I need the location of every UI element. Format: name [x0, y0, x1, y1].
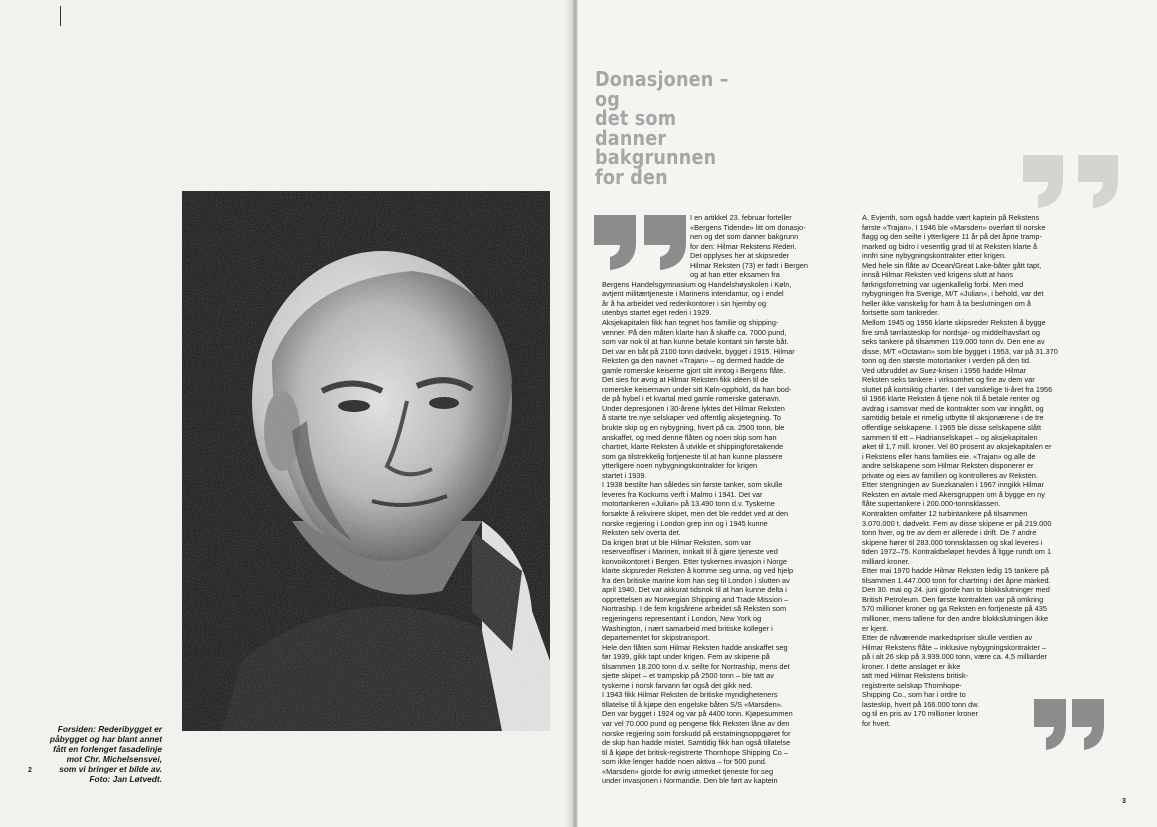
article-line: de på hybel i et kvartal med gamle romerske gatenavn.: [602, 394, 781, 404]
article-line: lasteskip, hvert på 166.000 tonn dw.: [862, 699, 980, 709]
headline-line: bakgrunnen: [595, 145, 717, 170]
article-line: tyskerne i norsk farvann før også det gikk ned.: [602, 680, 753, 690]
article-line: anskaffet, og med denne flåten og noen skip som han: [602, 432, 777, 442]
caption-line: som vi bringer et bilde av.: [59, 764, 162, 774]
article-line: sjette skipet – et trampskip på 2500 tonn – ble tatt av: [602, 671, 774, 681]
article-line: til 1966 klarte Reksten å tjene nok til å betale renter og: [862, 394, 1040, 404]
article-line: «Marsden» gjorde for øvrig utmerket tjeneste for seg: [602, 766, 774, 776]
crop-mark: [60, 6, 61, 26]
page-number-right: 3: [1122, 798, 1126, 805]
article-line: samtidig betale et rimelig utbytte til aksjonærene i de tre: [862, 413, 1044, 423]
article-line: Hilmar Reksten (73) er født i Bergen: [690, 260, 808, 270]
article-line: utenbys startet eget rederi i 1929.: [602, 308, 712, 318]
article-line: chartret, klarte Reksten å utvikle et shippingforetakende: [602, 442, 784, 452]
article-line: British Petroleum. Den første kontrakten var på omkring: [862, 594, 1044, 604]
caption-line: Foto: Jan Løtvedt.: [89, 774, 162, 784]
headline-line: Donasjonen –: [595, 67, 729, 91]
article-line: nen og det som danner bakgrunn: [690, 232, 799, 242]
article-line: heller ikke vanskelig for ham å ta beslutningen om å: [862, 298, 1031, 308]
article-line: Under depresjonen i 30-årene lyktes det Hilmar Reksten: [602, 403, 785, 413]
article-line: Reksten ga den navnet «Trajan» – og dermed hadde de: [602, 356, 785, 366]
article-headline: [595, 67, 855, 189]
article-line: leveres fra Kockums verft i Malmo i 1941. Det var: [602, 489, 763, 499]
headline-line: for den: [595, 164, 668, 189]
article-line: Etter stengningen av Suezkanalen i 1967 inngikk Hilmar: [862, 480, 1045, 490]
article-line: for hvert.: [862, 718, 891, 728]
article-line: flagg og den seilte i ytterligere 11 år på det åpne tramp-: [862, 232, 1042, 242]
headline-line: danner: [595, 125, 667, 150]
article-line: er kjent.: [862, 623, 889, 633]
article-line: millioner, mens tallene for den andre blokkslutningen ikke: [862, 613, 1049, 623]
article-line: fra den britiske marine kom han seg til London i slutten av: [602, 575, 790, 585]
article-line: Etter mai 1970 hadde Hilmar Reksten ledig 15 tankere på: [862, 566, 1049, 576]
article-line: brukte skip og en nybygning, hvert på ca. 2500 tonn, ble: [602, 423, 785, 433]
article-line: avdrag i samsvar med de kontrakter som var inngått, og: [862, 403, 1044, 413]
article-line: tiden 1972–75. Kontraktbeløpet hevdes å ligge rundt om 1: [862, 547, 1052, 557]
article-line: registrerte selskap Thornhope-: [862, 680, 962, 690]
article-line: skipene hører til 283.000 tonnsklassen og skal leveres i: [862, 537, 1043, 547]
article-line: gamle romerske keiserne gjort sitt inntog i Bergens flåte.: [602, 365, 786, 375]
article-line: innså Hilmar Reksten ved krigens slutt at hans: [862, 270, 1014, 280]
article-line: Mellom 1945 og 1956 klarte skipsreder Reksten å bygge: [862, 318, 1046, 328]
article-line: å starte tre nye selskaper ved offentlig aksjetegning. To: [602, 413, 781, 423]
article-line: tilsammen 1.447.000 tonn for chartring i det åpne marked.: [862, 575, 1051, 585]
article-line: nybygningen fra Sverige, M/T «Julian», i behold, var det: [862, 289, 1044, 299]
article-line: venner. På den måten klarte han å skaffe ca. 7000 pund,: [602, 327, 787, 337]
article-column-2: [862, 213, 1132, 729]
article-line: Ved utbruddet av Suez-krisen i 1956 hadde Hilmar: [862, 365, 1027, 375]
caption-line: påbygget og har blant annet: [49, 734, 162, 744]
article-line: opprettelsen av Norwegian Shipping and Trade Mission –: [602, 594, 789, 604]
article-line: andre selskapene som Hilmar Reksten disponerer er: [862, 461, 1034, 471]
article-line: private og eies av familien og kontrolleres av Reksten.: [862, 470, 1038, 480]
article-line: norske regjering som forskudd på erstatningsoppgjøret for: [602, 728, 791, 738]
article-line: Bergens Handelsgymnasium og Handelshøyskolen i Køln,: [602, 279, 792, 289]
article-line: fire små tørrlasteskip for nordsjø- og middelhavsfart og: [862, 327, 1040, 337]
article-line: tonn og den største motortanker i verden på den tid.: [862, 356, 1032, 366]
article-line: flåte supertankere i 200.000-tonnsklassen.: [862, 499, 1001, 509]
article-line: Hilmar Rekstens flåte – inklusive nybygningskontrakter –: [862, 642, 1047, 652]
article-line: startet i 1939.: [602, 470, 647, 480]
article-line: disse, M/T «Octavian» som ble bygget i 1953, var på 31.370: [862, 346, 1058, 356]
left-page: [0, 0, 574, 827]
article-line: sammen til ett – Hadrianselskapet – og aksjekapitalen: [862, 432, 1038, 442]
article-line: motortankeren «Julian» på 13.490 tonn d.v. Tyskerne: [602, 499, 775, 509]
article-line: A. Evjenth, som også hadde vært kaptein på Rekstens: [862, 213, 1040, 222]
article-line: departementet for skipstransport.: [602, 633, 710, 643]
article-line: «Bergens Tidende» litt om donasjo-: [690, 222, 806, 232]
article-line: øket til 1,7 mill. kroner. Vel 80 prosent av aksjekapitalen er: [862, 442, 1052, 452]
article-column-1: [602, 213, 864, 786]
article-line: tilsammen 18.200 tonn d.v. seilte for Nortraship, mens det: [602, 661, 790, 671]
caption-line: mot Chr. Michelsensvei,: [66, 754, 162, 764]
article-line: Reksten selv overta det.: [602, 528, 681, 538]
article-line: Den 30. mai og 24. juni gjorde han to blokkslutninger med: [862, 585, 1050, 595]
article-line: og til en pris av 170 millioner kroner: [862, 709, 978, 719]
article-line: var vel 70.000 pund og pengene fikk Reksten låne av den: [602, 718, 790, 728]
portrait-photo: [182, 191, 550, 731]
article-line: Aksjekapitalen fikk han tegnet hos familie og shipping-: [602, 318, 779, 328]
article-line: sluttet på kortsiktig charter. I det vanskelige ti-året fra 1956: [862, 384, 1053, 394]
article-line: Reksten seks tankere i virksomhet og fire av dem var: [862, 375, 1035, 385]
article-line: Kontrakten omfatter 12 turbintankere på tilsammen: [862, 508, 1028, 518]
article-line: konvoikontoret i Bergen. Etter tyskernes invasjon i Norge: [602, 556, 787, 566]
article-line: Nortraship. I de fem krigsårene arbeidet så Reksten som: [602, 604, 787, 614]
article-line: Reksten en avtale med Akersgruppen om å bygge en ny: [862, 489, 1045, 499]
article-line: Hele den flåten som Hilmar Reksten hadde anskaffet seg: [602, 642, 788, 652]
photo-caption: [32, 724, 162, 784]
article-line: Den var bygget i 1924 og var på 4400 tonn. Kjøpesummen: [602, 709, 793, 719]
article-line: som ga tilstrekkelig fortjeneste til at han kunne plassere: [602, 451, 783, 461]
headline-line: og: [595, 86, 621, 111]
article-line: Washington, i nært samarbeid med britiske kolleger i: [602, 623, 773, 633]
article-line: milliard kroner.: [862, 556, 910, 566]
article-line: innfri sine nybygningskontrakter etter krigen.: [862, 251, 1007, 261]
article-line: klarte skipsreder Reksten å komme seg unna, og ved hjelp: [602, 566, 794, 576]
article-line: til å kjøpe det britisk-registrerte Thornhope Shipping Co –: [602, 747, 788, 757]
article-line: år å ha arbeidet ved rederikontorer i sin hjemby og: [602, 298, 767, 308]
article-line: offentlige selskapene. I 1965 ble disse selskapene slått: [862, 423, 1042, 433]
article-line: de skip han hadde mistet. Samtidig fikk han også tillatelse: [602, 738, 791, 748]
article-line: og at han etter eksamen fra: [690, 270, 780, 280]
article-line: Med hele sin flåte av Ocean/Great Lake-båter gått tapt,: [862, 260, 1042, 270]
quote-mark-faint-icon: [1018, 150, 1128, 210]
article-line: tatt med Hilmar Rekstens britisk-: [862, 671, 969, 681]
article-line: regjeringens representant i London, New York og: [602, 613, 762, 623]
caption-line: Forsiden: Rederibygget er: [57, 724, 162, 734]
article-line: I en artikkel 23. februar forteller: [690, 213, 792, 222]
article-line: april 1940. Det var akkurat tidsnok til at han kunne delta i: [602, 585, 787, 595]
caption-line: fått en forlenget fasadelinje: [53, 744, 162, 754]
article-line: Det opplyses her at skipsreder: [690, 251, 790, 261]
article-line: Det var en båt på 2100 tonn dødvekt, bygget i 1915. Hilmar: [602, 346, 795, 356]
article-line: førkrigsforretning var ugjenkallelig forbi. Men med: [862, 279, 1024, 289]
article-line: Da krigen brøt ut ble Hilmar Reksten, som var: [602, 537, 751, 547]
article-line: 3.070.000 t. dødvekt. Fem av disse skipene er på 219.000: [862, 518, 1052, 528]
article-line: tonn hver, og tre av dem er allerede i drift. De 7 andre: [862, 528, 1037, 538]
article-line: Etter de nåværende markedspriser skulle verdien av: [862, 633, 1033, 643]
article-line: under invasjonen i Normandie. Den ble ført av kaptein: [602, 776, 778, 786]
article-line: ytterligere noen nybygningskontrakter for krigen: [602, 461, 758, 471]
article-line: tillatelse til å kjøpe den engelske båten S/S «Marsden».: [602, 699, 783, 709]
article-line: norske regjering i London grep inn og i 1945 kunne: [602, 518, 768, 528]
article-line: I 1938 bestilte han således sin første tanker, som skulle: [602, 480, 783, 490]
article-line: forsøkte å rekvirere skipet, men det ble reddet ved at den: [602, 508, 789, 518]
article-line: Shipping Co., som har i ordre to: [862, 690, 966, 700]
article-line: første «Trajan». I 1946 ble «Marsden» overført til norske: [862, 222, 1046, 232]
article-line: Det sies for øvrig at Hilmar Reksten fikk idéen til de: [602, 375, 769, 385]
article-line: for den: Hilmar Rekstens Rederi.: [690, 241, 797, 251]
page-number-left: 2: [28, 767, 32, 774]
article-line: kroner. I dette anslaget er ikke: [862, 661, 961, 671]
headline-line: det som: [595, 106, 677, 131]
article-line: 570 millioner kroner og ga Reksten en fortjeneste på 435: [862, 604, 1047, 614]
article-line: fortsette som tankreder.: [862, 308, 940, 318]
article-line: seks tankere på tilsammen 119.000 tonn dv. Den ene av: [862, 337, 1045, 347]
article-line: på i alt 26 skip på 3.939.000 tonn, være ca. 4,5 milliarder: [862, 652, 1047, 662]
article-line: I 1943 fikk Hilmar Reksten de britiske myndigheteners: [602, 690, 778, 700]
article-line: marked og bidro i vesentlig grad til at Reksten klarte å: [862, 241, 1038, 251]
article-line: før 1939, gikk tapt under krigen. Fem av skipene på: [602, 652, 770, 662]
article-line: reserveoffiser i Marinen, innkalt til å gjøre tjeneste ved: [602, 547, 778, 557]
article-line: avtjent militærtjeneste i Marinens intendantur, og i endel: [602, 289, 784, 299]
right-page: [578, 0, 1157, 827]
article-line: romerske keisernavn under sitt Køln-opphold, da han bod-: [602, 384, 792, 394]
article-line: i Rekstens eller hans families eie. «Trajan» og alle de: [862, 451, 1036, 461]
article-line: som var nok til at han kunne betale kontant sin første båt.: [602, 337, 789, 347]
portrait-illustration: [182, 191, 550, 731]
article-line: som ikke lenger hadde noen aktiva – for 500 pund.: [602, 757, 767, 767]
